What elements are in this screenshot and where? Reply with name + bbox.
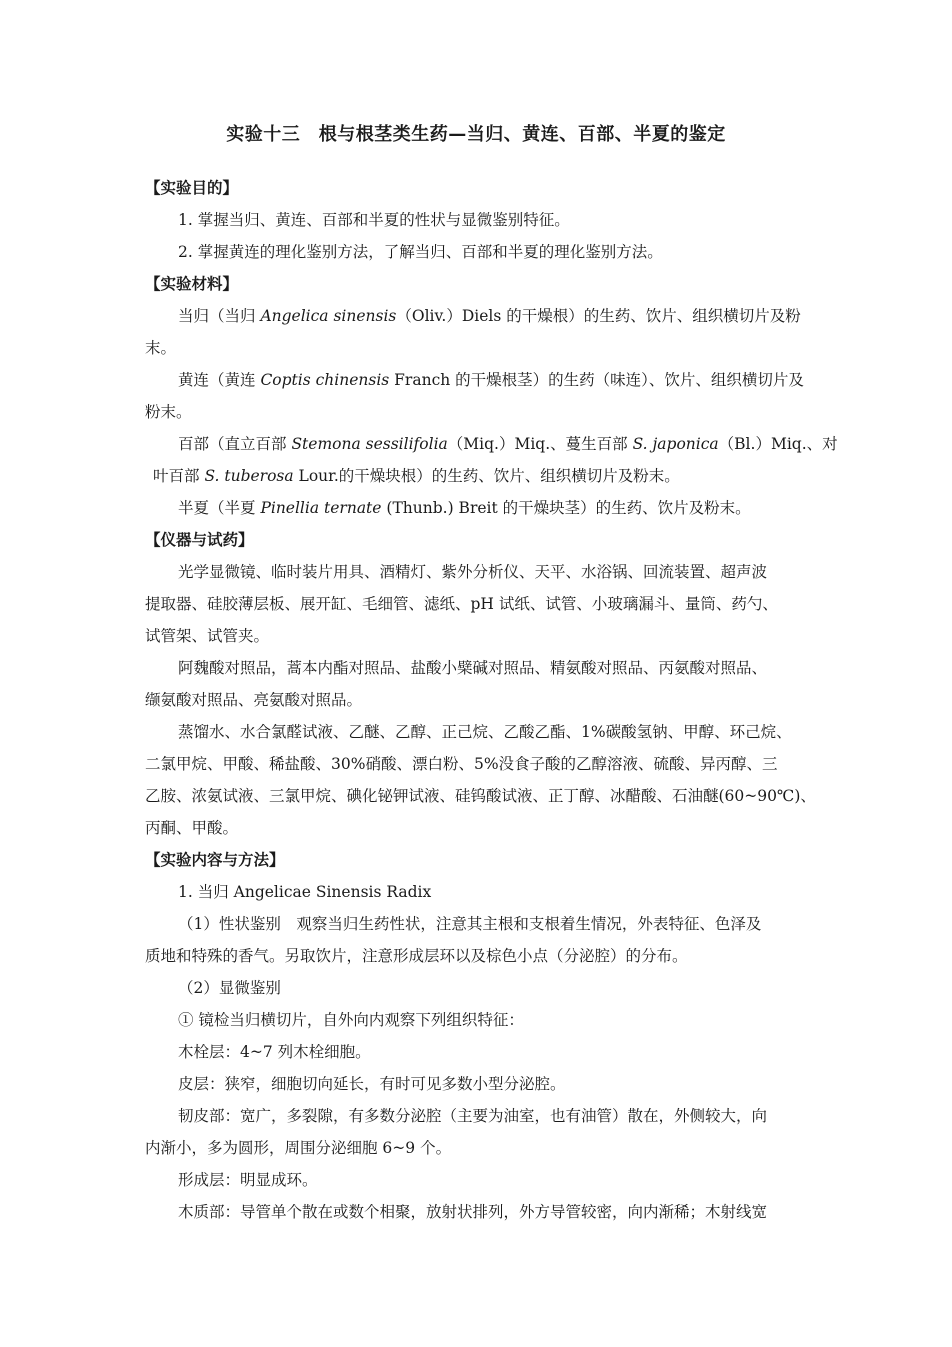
material-danggui [145, 300, 807, 332]
text-segment: Lour.的干燥块根）的生药、饮片、组织横切片及粉末。 [293, 467, 680, 485]
material-danggui-cont: 末。 [145, 339, 177, 357]
methods-line: 质地和特殊的香气。另取饮片，注意形成层环以及棕色小点（分泌腔）的分布。 [145, 947, 688, 965]
latin-name: Angelica sinensis [260, 307, 397, 325]
methods-line: （1）性状鉴别 观察当归生药性状，注意其主根和支根着生情况，外表特征、色泽及 [178, 915, 762, 933]
section-heading-instruments: 【仪器与试药】 [145, 531, 254, 549]
instruments-line: 缬氨酸对照品、亮氨酸对照品。 [145, 691, 363, 709]
text-segment: （Bl.）Miq.、对 [718, 435, 838, 453]
methods-line: 内渐小，多为圆形，周围分泌细胞 6~9 个。 [145, 1139, 452, 1157]
section-heading-methods: 【实验内容与方法】 [145, 851, 285, 869]
section-heading-materials: 【实验材料】 [145, 275, 239, 293]
instruments-line: 丙酮、甲酸。 [145, 819, 239, 837]
methods-line: ① 镜检当归横切片，自外向内观察下列组织特征： [178, 1011, 524, 1029]
text-segment: （Miq.）Miq.、蔓生百部 [447, 435, 633, 453]
material-huanglian-cont: 粉末。 [145, 403, 192, 421]
page-title: 实验十三 根与根茎类生药—当归、黄连、百部、半夏的鉴定 [226, 124, 726, 145]
material-baibu [145, 428, 838, 460]
methods-line: 皮层：狭窄，细胞切向延长，有时可见多数小型分泌腔。 [178, 1075, 566, 1093]
material-baibu-cont [145, 460, 807, 492]
objective-item: 2. 掌握黄连的理化鉴别方法，了解当归、百部和半夏的理化鉴别方法。 [178, 243, 663, 261]
methods-line: 1. 当归 Angelicae Sinensis Radix [178, 883, 432, 901]
instruments-line: 光学显微镜、临时装片用具、酒精灯、紫外分析仪、天平、水浴锅、回流装置、超声波 [178, 563, 768, 581]
text-segment: 当归（当归 [178, 307, 261, 325]
instruments-line: 阿魏酸对照品，蒿本内酯对照品、盐酸小檗碱对照品、精氨酸对照品、丙氨酸对照品、 [178, 659, 768, 677]
material-huanglian [145, 364, 807, 396]
instruments-line: 二氯甲烷、甲酸、稀盐酸、30%硝酸、漂白粉、5%没食子酸的乙醇溶液、硫酸、异丙醇、三 [145, 755, 778, 773]
methods-line: 形成层：明显成环。 [178, 1171, 318, 1189]
latin-name: Pinellia ternate [260, 499, 382, 517]
objective-item: 1. 掌握当归、黄连、百部和半夏的性状与显微鉴别特征。 [178, 211, 570, 229]
text-segment: (Thunb.) Breit 的干燥块茎）的生药、饮片及粉末。 [381, 499, 751, 517]
methods-line: 木栓层：4~7 列木栓细胞。 [178, 1043, 371, 1061]
instruments-line: 试管架、试管夹。 [145, 627, 270, 645]
methods-line: 韧皮部：宽广，多裂隙，有多数分泌腔（主要为油室，也有油管）散在，外侧较大，向 [178, 1107, 768, 1125]
text-segment: 半夏（半夏 [178, 499, 261, 517]
instruments-line: 提取器、硅胶薄层板、展开缸、毛细管、滤纸、pH 试纸、试管、小玻璃漏斗、量筒、药勺、 [145, 595, 778, 613]
latin-name: Stemona sessilifolia [291, 435, 448, 453]
text-segment: 黄连（黄连 [178, 371, 261, 389]
document-body [145, 172, 838, 1228]
instruments-line: 乙胺、浓氨试液、三氯甲烷、碘化铋钾试液、硅钨酸试液、正丁醇、冰醋酸、石油醚(60~90℃)、 [145, 787, 816, 805]
methods-line: （2）显微鉴别 [178, 979, 281, 997]
text-segment: Franch 的干燥根茎）的生药（味连）、饮片、组织横切片及 [389, 371, 804, 389]
latin-name: Coptis chinensis [260, 371, 390, 389]
methods-line: 木质部：导管单个散在或数个相聚，放射状排列，外方导管较密，向内渐稀；木射线宽 [178, 1203, 768, 1221]
instruments-line: 蒸馏水、水合氯醛试液、乙醚、乙醇、正己烷、乙酸乙酯、1%碳酸氢钠、甲醇、环己烷、 [178, 723, 792, 741]
text-segment: 百部（直立百部 [178, 435, 292, 453]
text-segment: （Oliv.）Diels 的干燥根）的生药、饮片、组织横切片及粉 [396, 307, 801, 325]
material-banxia [145, 492, 807, 524]
section-heading-objective: 【实验目的】 [145, 179, 239, 197]
latin-name: S. tuberosa [204, 467, 294, 485]
text-segment: 叶百部 [153, 467, 205, 485]
latin-name: S. japonica [632, 435, 719, 453]
